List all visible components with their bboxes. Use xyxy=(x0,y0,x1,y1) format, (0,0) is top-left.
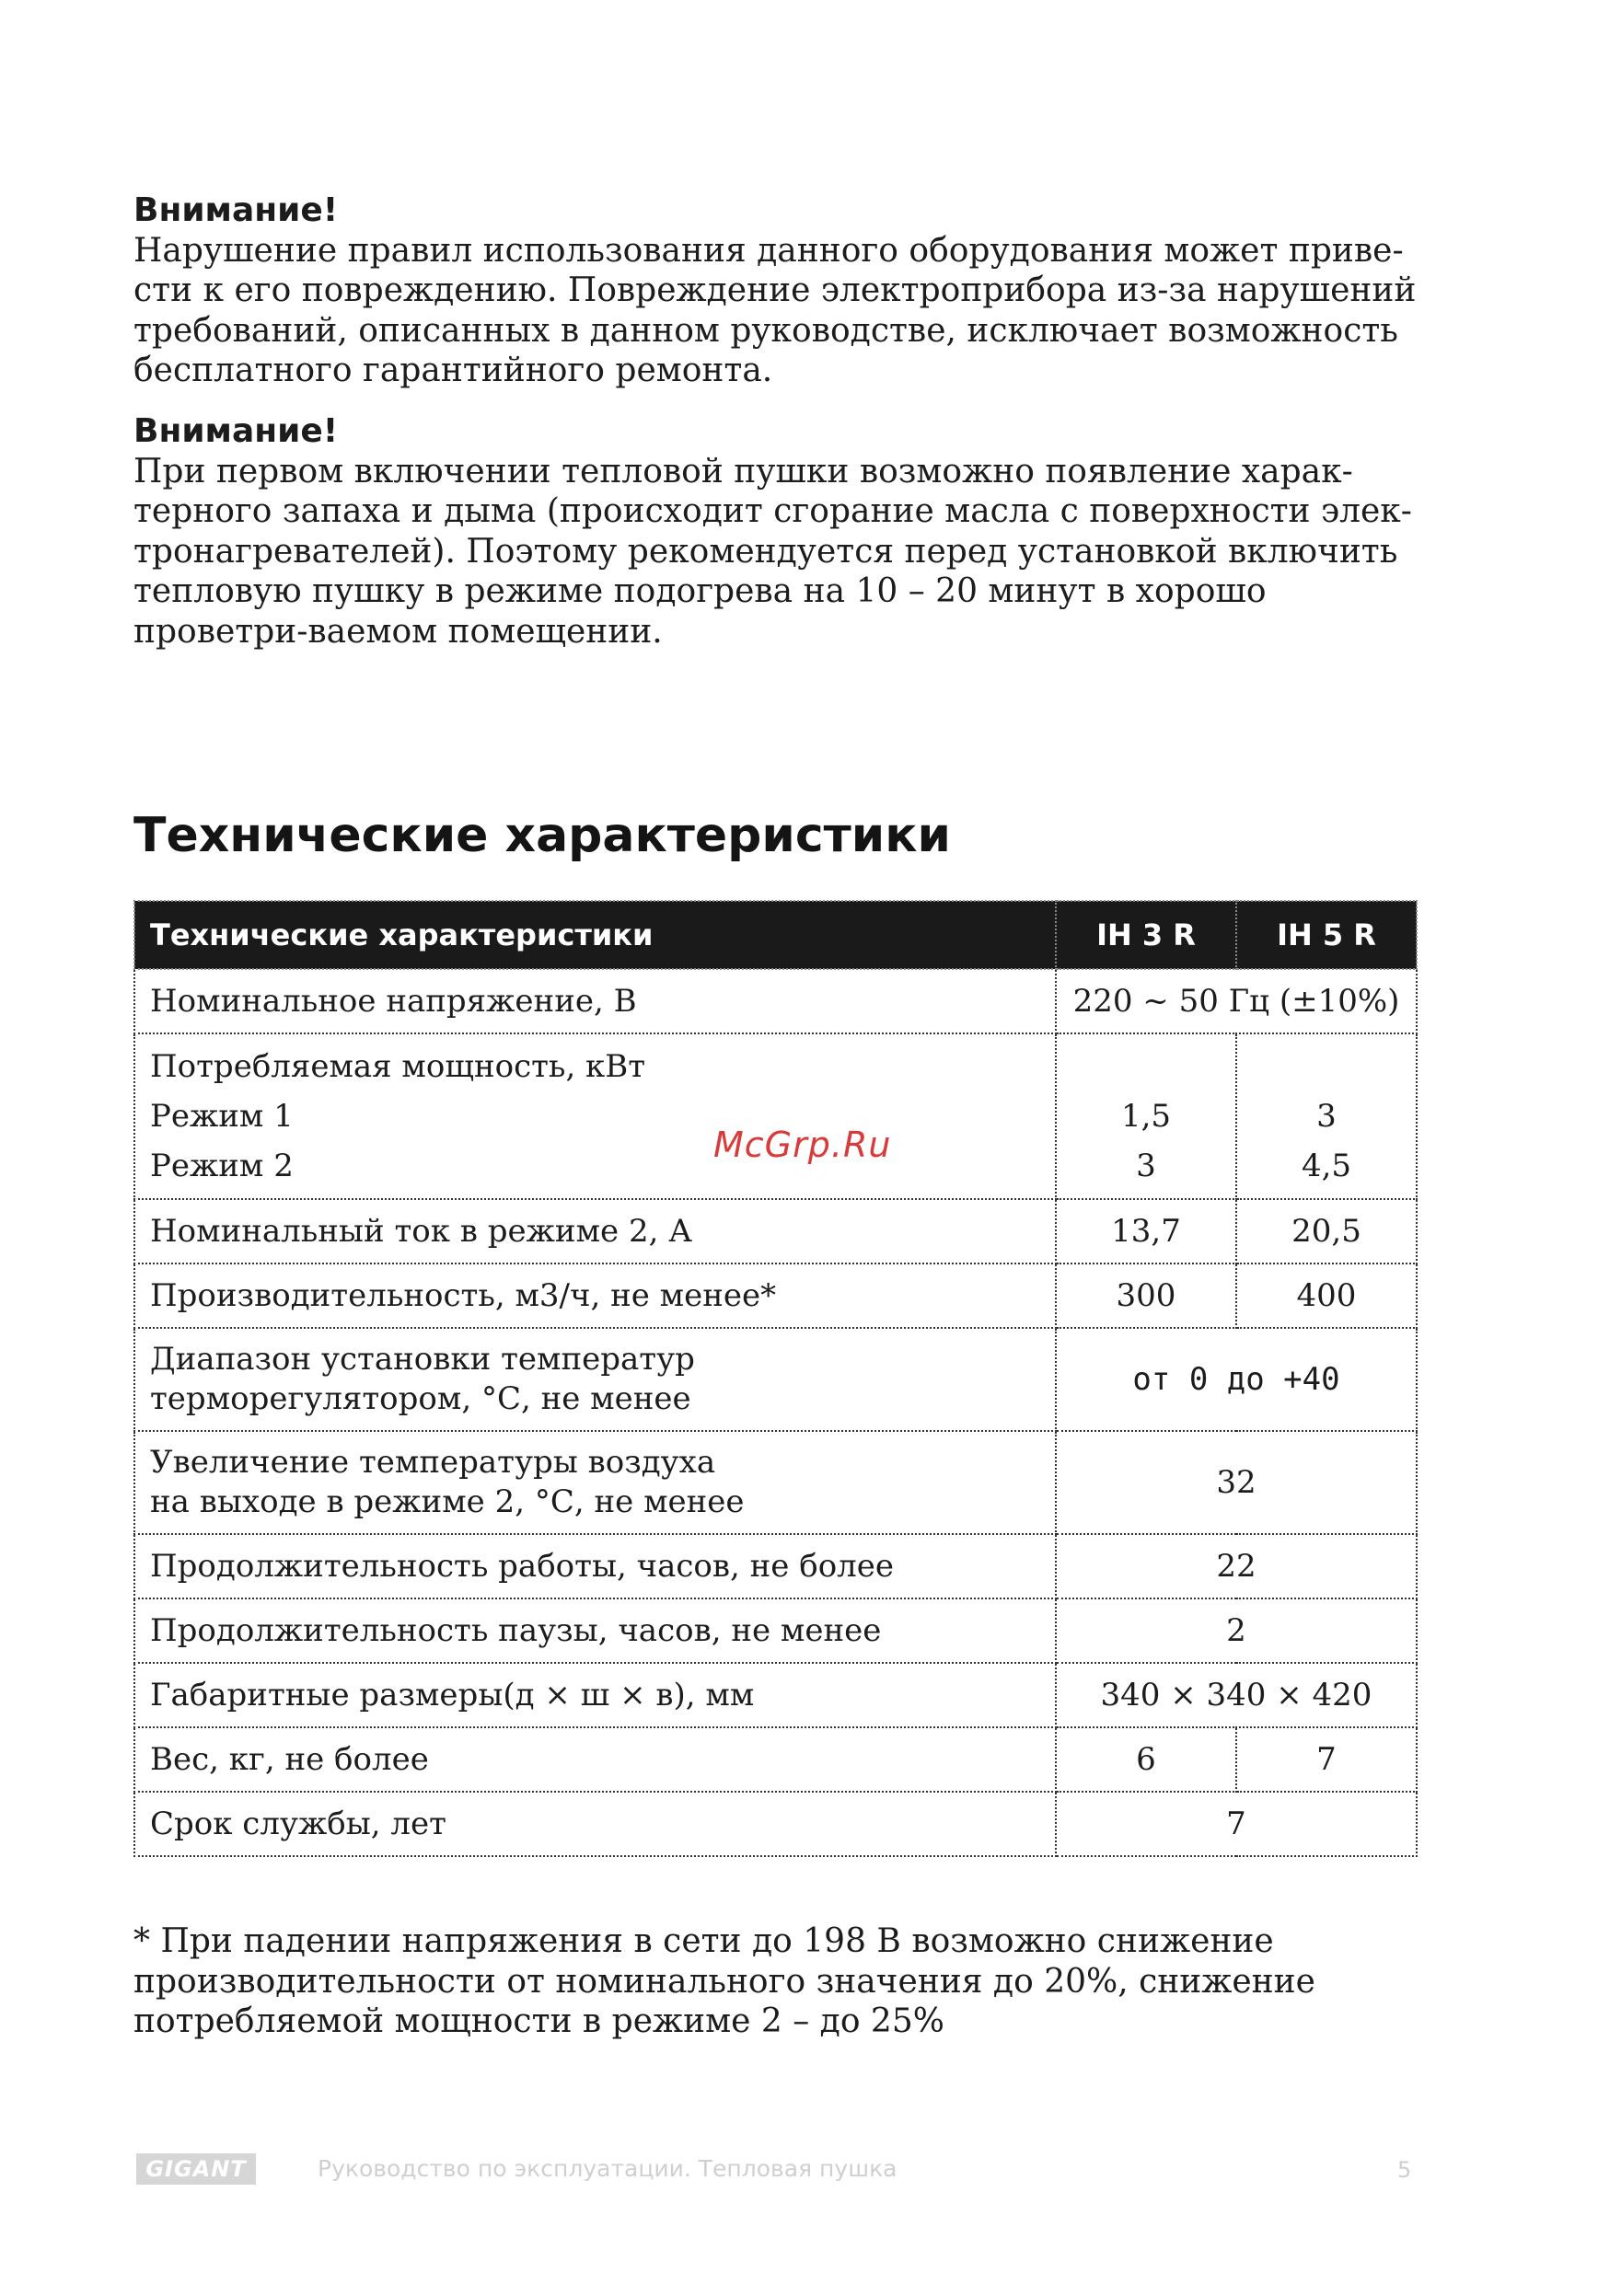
table-row xyxy=(134,1431,1417,1534)
temp-range-value: от 0 до +40 xyxy=(1056,1328,1417,1431)
power-model-1-cell xyxy=(1056,1033,1236,1199)
temp-rise-label-cell xyxy=(134,1431,1056,1534)
spec-table xyxy=(133,900,1418,1857)
watermark: McGrp.Ru xyxy=(713,1125,892,1165)
table-row xyxy=(134,1199,1417,1263)
temp-rise-label-1: Увеличение температуры воздуха xyxy=(150,1444,716,1481)
current-model-2: 20,5 xyxy=(1236,1199,1417,1263)
lifetime-label: Срок службы, лет xyxy=(134,1792,1056,1856)
table-row xyxy=(134,1263,1417,1328)
power-model-2-cell xyxy=(1236,1033,1417,1199)
table-row xyxy=(134,1663,1417,1727)
power-mode1-label: Режим 1 xyxy=(150,1098,294,1135)
work-time-value: 22 xyxy=(1056,1534,1417,1598)
pause-time-value: 2 xyxy=(1056,1598,1417,1663)
warning-2 xyxy=(133,411,1441,652)
power-mode2-label: Режим 2 xyxy=(150,1148,294,1184)
temp-rise-value: 32 xyxy=(1056,1431,1417,1534)
table-row xyxy=(134,1792,1417,1856)
warning-1 xyxy=(133,190,1441,391)
temp-rise-label-2: на выходе в режиме 2, °С, не менее xyxy=(150,1483,745,1520)
table-row xyxy=(134,969,1417,1033)
power-label: Потребляемая мощность, кВт xyxy=(150,1048,646,1085)
warning-2-heading: Внимание! xyxy=(133,412,339,450)
temp-range-label-cell xyxy=(134,1328,1056,1431)
table-row xyxy=(134,1598,1417,1663)
warning-1-heading: Внимание! xyxy=(133,191,339,229)
pause-time-label: Продолжительность паузы, часов, не менее xyxy=(134,1598,1056,1663)
capacity-model-1: 300 xyxy=(1056,1263,1236,1328)
footnote: * При падении напряжения в сети до 198 В возможно снижение производительности от номинального значения до 20%, снижение потребляемой мощности в режиме 2 – до 25% xyxy=(133,1922,1315,2040)
header-label: Технические характеристики xyxy=(134,901,1056,969)
power-model2-mode1: 3 xyxy=(1316,1098,1337,1135)
voltage-label: Номинальное напряжение, В xyxy=(134,969,1056,1033)
power-model2-mode2: 4,5 xyxy=(1301,1148,1352,1184)
temp-range-label-1: Диапазон установки температур xyxy=(150,1341,695,1378)
voltage-value: 220 ~ 50 Гц (±10%) xyxy=(1056,969,1417,1033)
capacity-model-2: 400 xyxy=(1236,1263,1417,1328)
capacity-label: Производительность, м3/ч, не менее* xyxy=(134,1263,1056,1328)
dimensions-value: 340 × 340 × 420 xyxy=(1056,1663,1417,1727)
power-model1-mode1: 1,5 xyxy=(1120,1098,1172,1135)
warning-2-text: При первом включении тепловой пушки возможно появление харак-терного запаха и дыма (происходит сгорание масла с поверхности элек-тронагревателей). Поэтому рекомендуется перед установкой включить тепловую пушку в режиме подогрева на 10 – 20 минут в хорошо проветри-ваемом помещении. xyxy=(133,452,1412,651)
weight-model-2: 7 xyxy=(1236,1727,1417,1792)
table-row xyxy=(134,1328,1417,1431)
lifetime-value: 7 xyxy=(1056,1792,1417,1856)
work-time-label: Продолжительность работы, часов, не более xyxy=(134,1534,1056,1598)
footer-title: Руководство по эксплуатации. Тепловая пушка xyxy=(318,2155,897,2182)
page-number: 5 xyxy=(1397,2157,1412,2183)
table-row xyxy=(134,1033,1417,1199)
table-row xyxy=(134,1727,1417,1792)
warning-1-text: Нарушение правил использования данного оборудования может приве-сти к его повреждению. Повреждение электроприбора из-за нарушений требований, описанных в данном руководстве, исключает возможность бесплатного гарантийного ремонта. xyxy=(133,231,1417,389)
power-model1-mode2: 3 xyxy=(1136,1148,1156,1184)
weight-label: Вес, кг, не более xyxy=(134,1727,1056,1792)
header-model-2: IH 5 R xyxy=(1236,901,1417,969)
table-header-row xyxy=(134,901,1417,969)
current-model-1: 13,7 xyxy=(1056,1199,1236,1263)
brand-logo: GIGANT xyxy=(136,2153,256,2185)
weight-model-1: 6 xyxy=(1056,1727,1236,1792)
header-model-1: IH 3 R xyxy=(1056,901,1236,969)
section-title: Технические характеристики xyxy=(133,808,951,863)
dimensions-label: Габаритные размеры(д × ш × в), мм xyxy=(134,1663,1056,1727)
power-label-cell xyxy=(134,1033,1056,1199)
table-row xyxy=(134,1534,1417,1598)
current-label: Номинальный ток в режиме 2, А xyxy=(134,1199,1056,1263)
temp-range-label-2: терморегулятором, °С, не менее xyxy=(150,1380,691,1417)
